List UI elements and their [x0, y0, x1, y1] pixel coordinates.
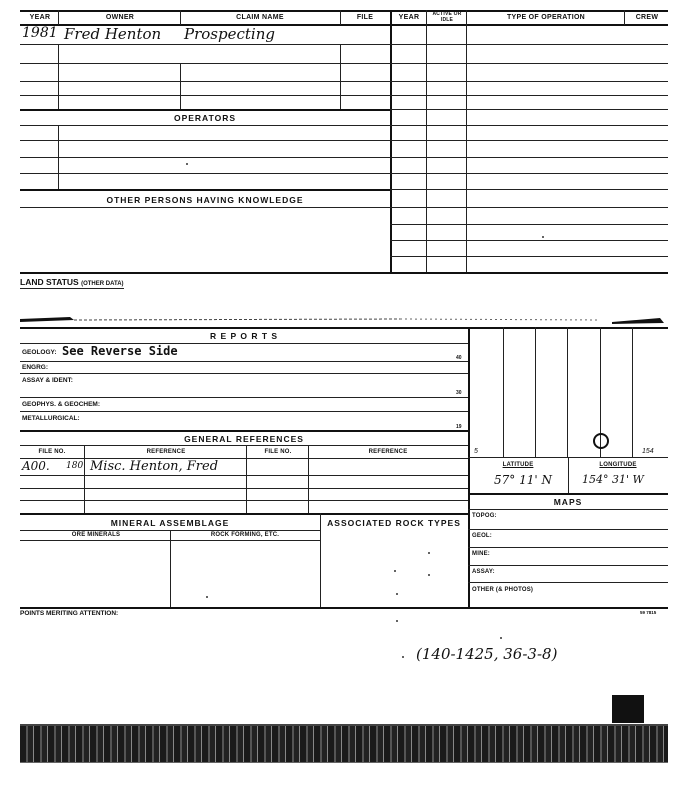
land-status-sub: (OTHER DATA)	[81, 281, 124, 287]
header-crew: CREW	[635, 14, 659, 21]
report-assay-num: 30	[456, 390, 462, 396]
ore-minerals-header: ORE MINERALS	[71, 532, 121, 538]
right-grid-mark: 154	[642, 448, 654, 455]
longitude-value: 154° 31' W	[582, 473, 644, 486]
mineral-assemblage-title: MINERAL ASSEMBLAGE	[110, 518, 230, 528]
header-year-2: YEAR	[398, 14, 420, 21]
scan-edge-mark	[0, 310, 678, 326]
header-active-or-idle: ACTIVE OR IDLE	[432, 11, 462, 23]
form-number: 59 7815	[640, 610, 657, 615]
report-metallurgical-label: METALLURGICAL:	[22, 415, 80, 422]
report-geology-value: See Reverse Side	[62, 344, 178, 358]
report-engrg-label: ENGRG:	[22, 364, 48, 371]
report-metallurgical-num: 19	[456, 424, 462, 430]
ref-header-file-no-2: FILE NO.	[264, 449, 292, 455]
maps-geol-label: GEOL:	[472, 533, 492, 539]
ref-entry-file: A00.	[22, 459, 50, 473]
latitude-label: LATITUDE	[502, 462, 534, 468]
ref-entry-reference: Misc. Henton, Fred	[90, 459, 219, 474]
report-geology-num: 40	[456, 355, 462, 361]
latitude-value: 57° 11' N	[494, 473, 552, 487]
ref-header-reference: REFERENCE	[146, 449, 186, 455]
maps-mine-label: MINE:	[472, 551, 490, 557]
scan-noise-band-bottom	[20, 762, 668, 763]
general-references-title: GENERAL REFERENCES	[184, 434, 304, 444]
report-geophys-label: GEOPHYS. & GEOCHEM:	[22, 401, 101, 408]
header-type-of-operation: TYPE OF OPERATION	[506, 14, 586, 21]
header-owner: OWNER	[105, 14, 135, 21]
ref-entry-num: 180	[66, 461, 84, 471]
report-assay-label: ASSAY & IDENT:	[22, 377, 73, 384]
scan-noise-band	[20, 726, 668, 762]
reports-title: R E P O R T S	[209, 331, 279, 341]
maps-topog-label: TOPOG:	[472, 513, 497, 519]
entry-owner: Fred Henton	[64, 25, 162, 43]
registration-mark	[612, 695, 644, 723]
rock-forming-header: ROCK FORMING, ETC.	[210, 532, 280, 538]
header-file: FILE	[356, 14, 374, 21]
land-status-label	[20, 277, 124, 289]
left-grid-mark: 5	[474, 448, 478, 455]
maps-other-label: OTHER (& PHOTOS)	[472, 587, 534, 593]
header-year: YEAR	[29, 14, 51, 21]
report-geology-label: GEOLOGY:	[22, 349, 57, 356]
handwritten-location-code: (140-1425, 36-3-8)	[416, 645, 558, 663]
land-status-main: LAND STATUS	[20, 277, 79, 287]
location-marker-circle	[593, 433, 609, 449]
points-meriting-label: POINTS MERITING ATTENTION:	[20, 610, 119, 617]
longitude-label: LONGITUDE	[599, 462, 637, 468]
header-claim-name: CLAIM NAME	[236, 14, 284, 21]
ref-header-reference-2: REFERENCE	[368, 449, 408, 455]
associated-rock-types-header: ASSOCIATED ROCK TYPES	[327, 518, 461, 528]
maps-assay-label: ASSAY:	[472, 569, 495, 575]
other-persons-title: OTHER PERSONS HAVING KNOWLEDGE	[106, 195, 304, 205]
operators-title: OPERATORS	[173, 113, 237, 123]
maps-title: MAPS	[553, 497, 583, 507]
entry-year: 1981	[22, 25, 58, 41]
ref-header-file-no: FILE NO.	[38, 449, 66, 455]
scan-noise-band-top	[20, 724, 668, 726]
entry-claim-name: Prospecting	[184, 25, 275, 43]
